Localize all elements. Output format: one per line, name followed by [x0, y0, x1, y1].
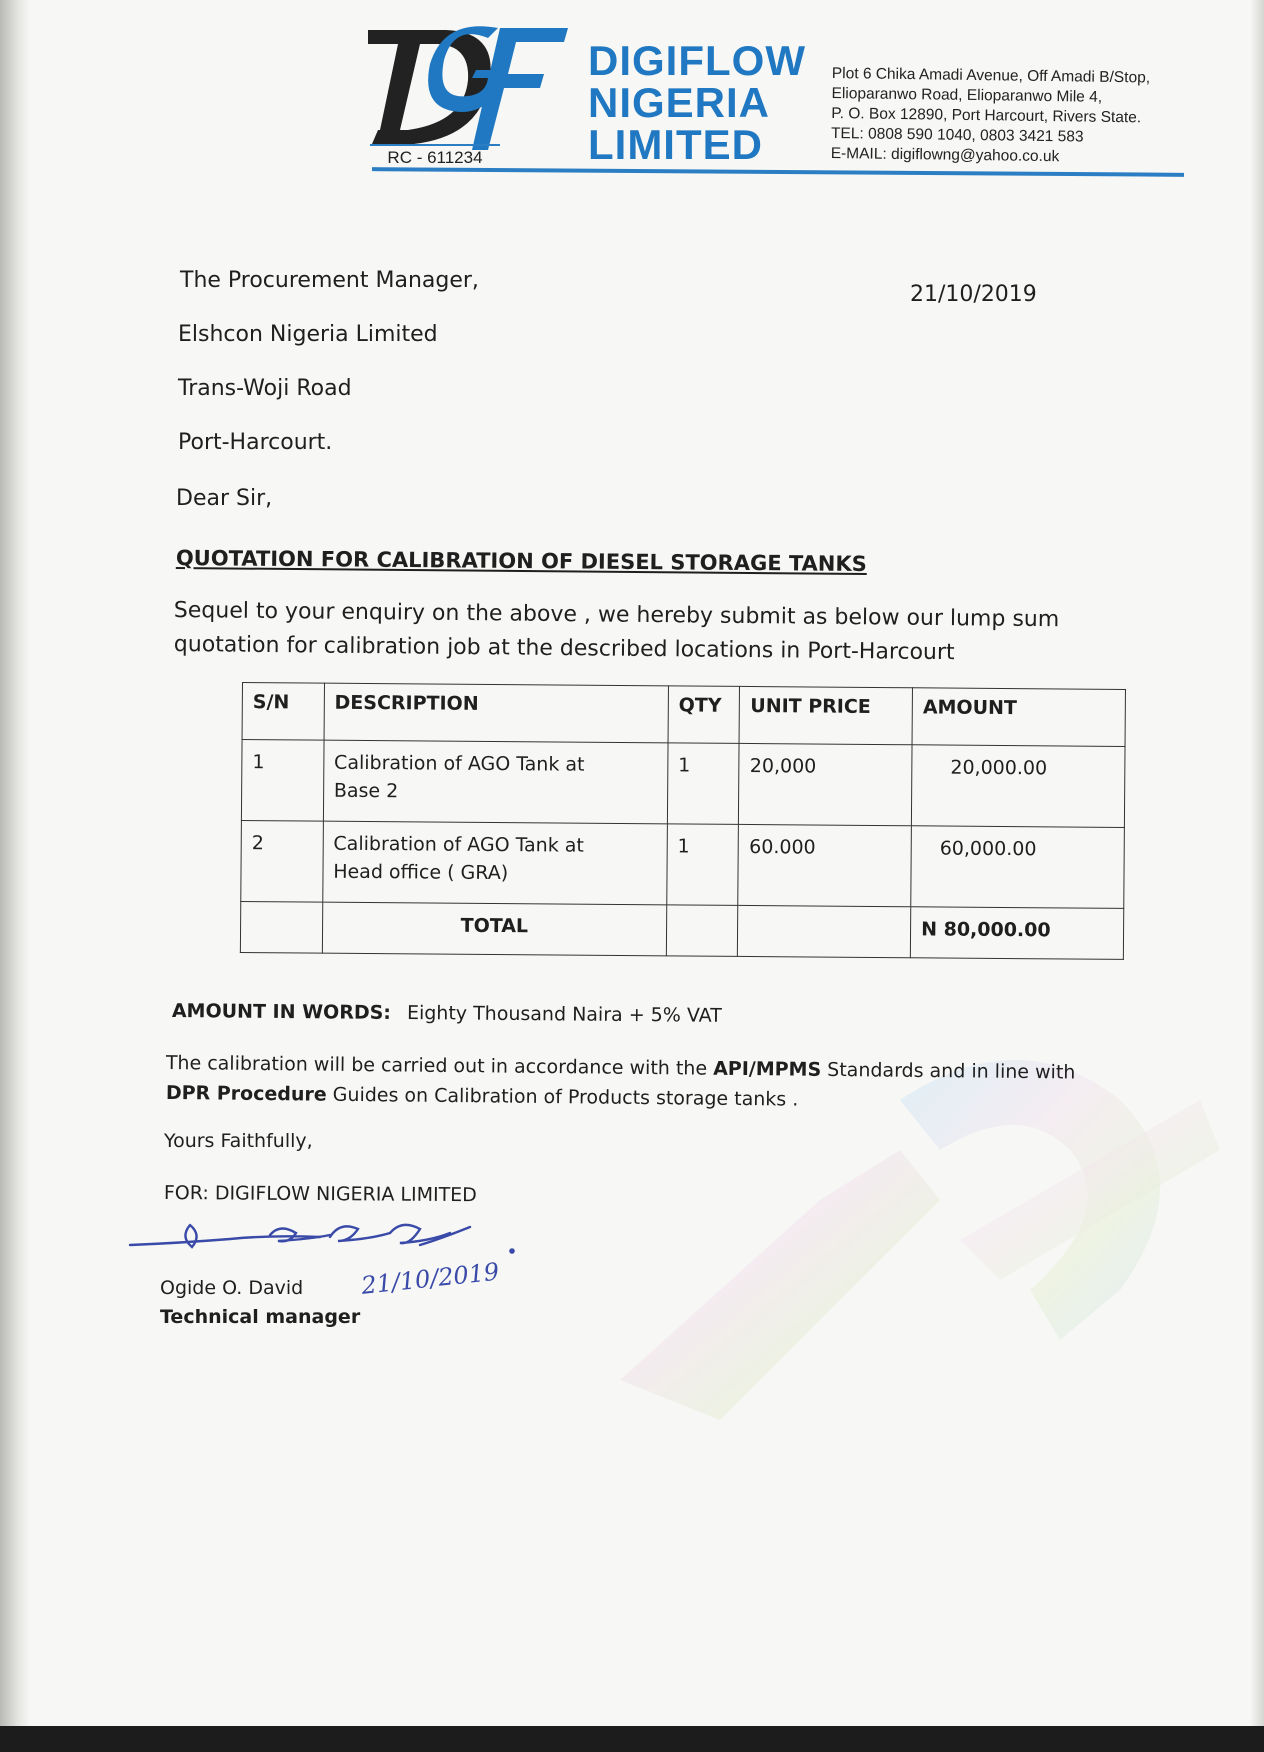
total-amount: N 80,000.00 — [910, 907, 1123, 960]
page-right-shadow — [1250, 0, 1264, 1726]
standards-text: The calibration will be carried out in accordance with the — [165, 1052, 714, 1080]
subject-heading: QUOTATION FOR CALIBRATION OF DIESEL STORAGE TANKS — [175, 546, 867, 577]
column-header: UNIT PRICE — [740, 686, 913, 744]
table-header-row — [242, 683, 1125, 747]
intro-line-2: quotation for calibration job at the described locations in Port-Harcourt — [173, 632, 955, 666]
salutation: Dear Sir, — [176, 486, 273, 511]
amount-words-label: AMOUNT IN WORDS: — [171, 1000, 392, 1024]
company-name-line-2: NIGERIA — [588, 79, 771, 126]
description-line: Calibration of AGO Tank at — [334, 751, 585, 776]
for-company: FOR: DIGIFLOW NIGERIA LIMITED — [163, 1182, 477, 1207]
description-line: Calibration of AGO Tank at — [333, 832, 584, 857]
company-name-line-1: DIGIFLOW — [588, 37, 806, 84]
address-line: TEL: 0808 590 1040, 0803 3421 583 — [830, 124, 1084, 146]
recipient-line-2: Elshcon Nigeria Limited — [178, 322, 438, 347]
cell-unit-price: 20,000 — [739, 743, 912, 825]
address-line: P. O. Box 12890, Port Harcourt, Rivers State. — [831, 104, 1142, 127]
standards-bold: DPR Procedure — [165, 1082, 327, 1106]
total-label: TOTAL — [322, 902, 666, 956]
intro-line-1: Sequel to your enquiry on the above , we hereby submit as below our lump sum — [173, 598, 1060, 633]
recipient-line-1: The Procurement Manager, — [180, 268, 479, 293]
standards-text: Guides on Calibration of Products storage tanks . — [326, 1083, 799, 1111]
standards-text: Standards and in line with — [821, 1058, 1076, 1084]
description-line: Base 2 — [333, 779, 399, 803]
cell-empty — [666, 905, 738, 957]
cell-qty: 1 — [667, 824, 739, 906]
signatory-title: Technical manager — [160, 1306, 361, 1328]
page-left-shadow — [0, 0, 30, 1752]
cell-sn: 2 — [241, 820, 323, 902]
recipient-line-4: Port-Harcourt. — [178, 430, 333, 455]
company-name-line-3: LIMITED — [588, 121, 763, 168]
cell-description — [323, 821, 668, 905]
signatory-name: Ogide O. David — [160, 1277, 304, 1299]
company-address — [831, 64, 1151, 168]
cell-amount: 60,000.00 — [911, 826, 1125, 909]
table-row — [241, 740, 1125, 828]
company-name — [588, 37, 806, 168]
column-header: AMOUNT — [912, 688, 1125, 747]
address-line: Plot 6 Chika Amadi Avenue, Off Amadi B/Stop, — [831, 64, 1151, 87]
amount-in-words — [172, 1000, 722, 1027]
address-line: E-MAIL: digiflowng@yahoo.co.uk — [830, 144, 1060, 166]
cell-empty — [738, 905, 911, 957]
rc-number: RC - 611234 — [370, 144, 500, 176]
cell-empty — [240, 901, 322, 953]
standards-bold: API/MPMS — [713, 1057, 822, 1081]
table-total-row — [240, 901, 1123, 959]
column-header: DESCRIPTION — [324, 683, 669, 743]
address-line: Elioparanwo Road, Elioparanwo Mile 4, — [831, 84, 1103, 106]
quotation-table — [240, 682, 1126, 960]
cell-qty: 1 — [667, 743, 739, 825]
cell-sn: 1 — [241, 740, 323, 822]
cell-unit-price: 60.000 — [738, 824, 911, 906]
closing: Yours Faithfully, — [164, 1130, 313, 1152]
amount-words-value: Eighty Thousand Naira + 5% VAT — [406, 1002, 722, 1027]
column-header: S/N — [242, 683, 324, 741]
column-header: QTY — [668, 686, 740, 744]
signature-date: 21/10/2019 — [360, 1257, 501, 1300]
description-line: Head office ( GRA) — [333, 860, 509, 885]
recipient-line-3: Trans-Woji Road — [178, 376, 352, 401]
letter-date: 21/10/2019 — [910, 282, 1037, 307]
table-row — [241, 820, 1125, 908]
cell-amount: 20,000.00 — [911, 745, 1125, 828]
page-bottom-border — [0, 1726, 1264, 1752]
cell-description — [323, 740, 668, 824]
